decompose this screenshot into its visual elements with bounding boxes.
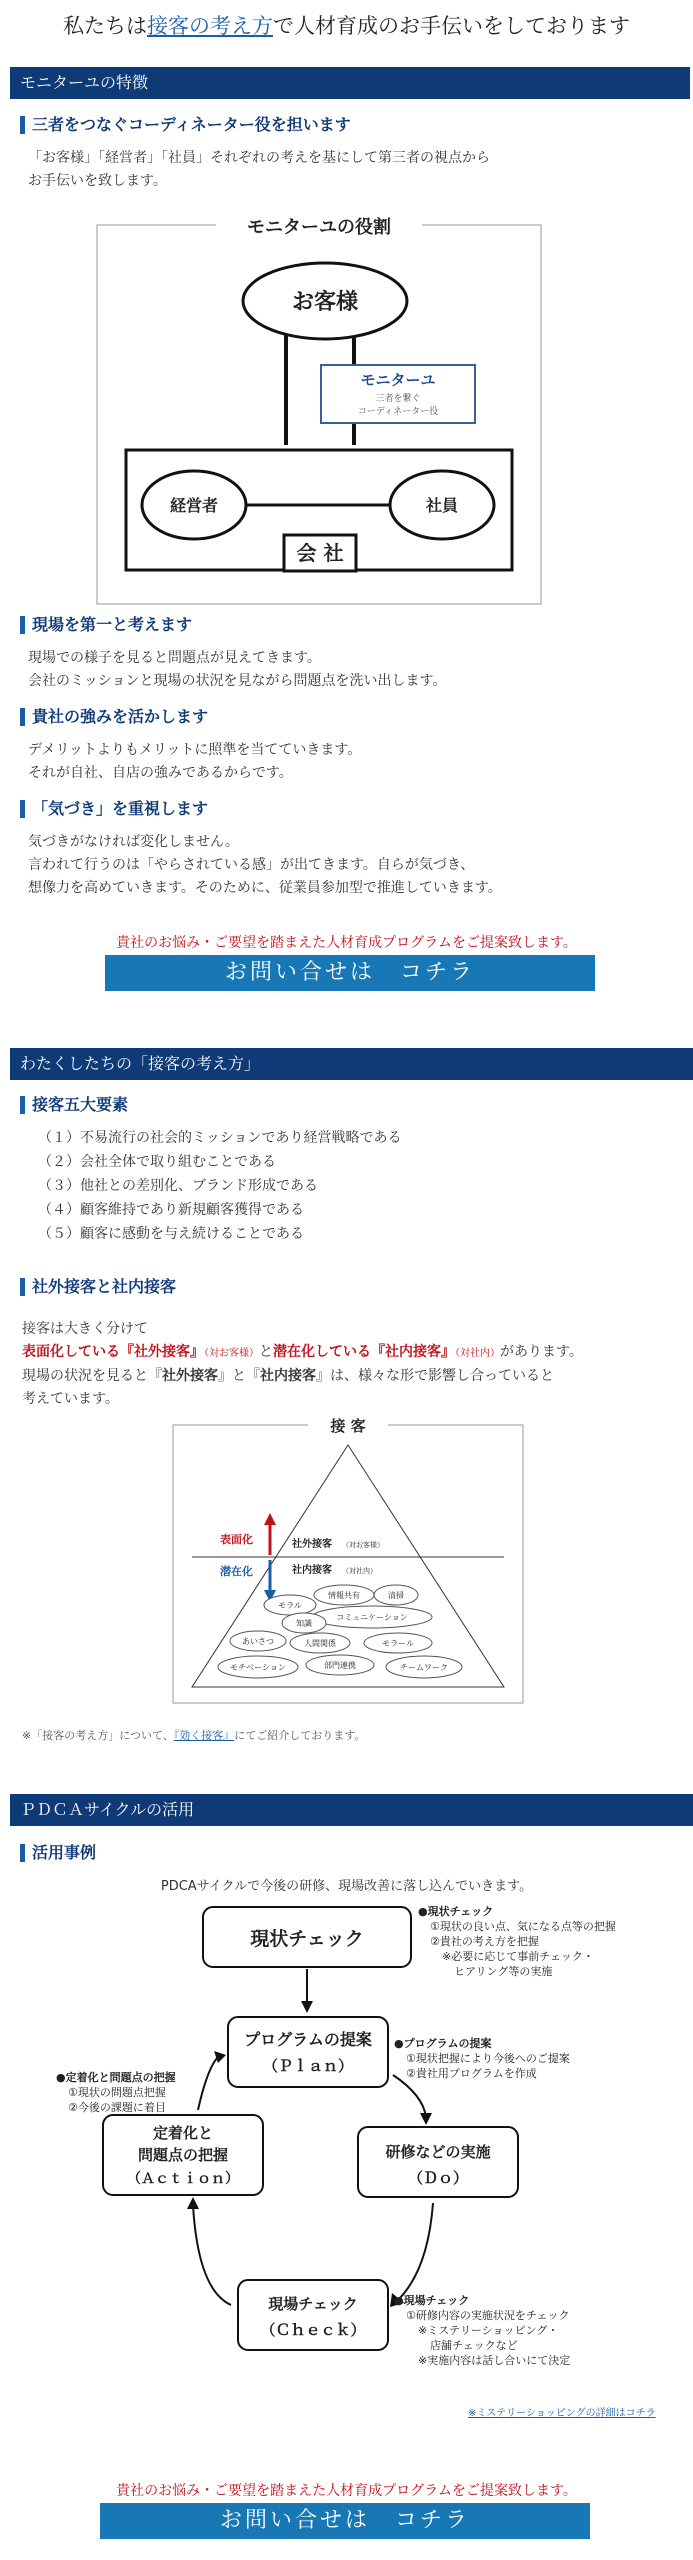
- note-now-1: ①現状の良い点、気になる点等の把握: [430, 1920, 616, 1933]
- text-bold: 社内接客: [260, 1368, 316, 1384]
- text-line: 考えています。: [22, 1391, 119, 1407]
- text-outer-inner: [22, 1318, 583, 1411]
- inner-service-sub: （対社内）: [455, 1348, 500, 1359]
- proposal-note-2: 貴社のお悩み・ご要望を踏まえた人材育成プログラムをご提案致します。: [116, 2483, 577, 2499]
- heading-awareness: 「気づき」を重視します: [20, 800, 208, 818]
- outer-service-sub: （対お客様）: [204, 1348, 259, 1359]
- monitor-sub1: 三者を繋ぐ: [375, 394, 421, 404]
- title-link[interactable]: 接客の考え方: [147, 14, 273, 38]
- arrow-action-plan: [198, 2055, 220, 2110]
- company-label: 会 社: [296, 541, 344, 565]
- note-check-1: ①研修内容の実施状況をチェック: [406, 2309, 570, 2322]
- text-and: と: [259, 1344, 273, 1360]
- word-teamwork: チームワーク: [400, 1663, 448, 1672]
- heading-five-elements: 接客五大要素: [20, 1096, 128, 1114]
- action-label2: 問題点の把握: [137, 2146, 229, 2164]
- proposal-note: 貴社のお悩み・ご要望を踏まえた人材育成プログラムをご提案致します。: [116, 935, 577, 951]
- note-check-3: 店舗チェックなど: [430, 2339, 518, 2352]
- title-pre: 私たちは: [63, 14, 147, 38]
- heading-field-first: 現場を第一と考えます: [20, 616, 192, 634]
- pdca-intro: PDCAサイクルで今後の研修、現場改善に落し込んでいきます。: [160, 1879, 533, 1894]
- text-line: [22, 1365, 583, 1388]
- note-now-title: ●現状チェック: [418, 1905, 494, 1918]
- action-label1: 定着化と: [152, 2124, 214, 2142]
- note-plan-1: ①現状把握により今後へのご提案: [406, 2052, 570, 2065]
- do-label: 研修などの実施: [385, 2143, 491, 2161]
- text-seg: 』と『: [218, 1368, 260, 1384]
- list-item: （５）顧客に感動を与え続けることである: [38, 1226, 304, 1242]
- text-line-colored: [22, 1341, 583, 1365]
- word-info-sharing: 情報共有: [328, 1591, 360, 1600]
- inner-label: 社内接客: [292, 1565, 332, 1576]
- inner-sub: （対社内）: [342, 1567, 377, 1575]
- text-line: それが自社、自店の強みであるからです。: [28, 765, 293, 781]
- text-tail: があります。: [500, 1344, 583, 1360]
- effective-service-link[interactable]: 『効く接客』: [173, 1729, 235, 1742]
- footnote-pre: ※「接客の考え方」について、: [22, 1729, 174, 1742]
- text-bold: 社外接客: [162, 1368, 218, 1384]
- do-sub: （Ｄｏ）: [407, 2169, 469, 2187]
- latent-label: 潜在化: [220, 1565, 253, 1578]
- note-check-title: ●現場チェック: [394, 2294, 470, 2307]
- text-line: お手伝いを致します。: [28, 173, 167, 189]
- note-check-2: ※ミステリーショッピング・: [418, 2324, 559, 2337]
- list-item: （４）顧客維持であり新規顧客獲得である: [38, 1202, 304, 1218]
- note-now-3: ※必要に応じて事前チェック・: [442, 1950, 594, 1963]
- heading-strengths: 貴社の強みを活かします: [20, 708, 208, 726]
- plan-box: [228, 2017, 388, 2087]
- word-knowledge: 知識: [296, 1619, 312, 1628]
- pyramid-title: 接 客: [330, 1417, 366, 1435]
- text-line: デメリットよりもメリットに照準を当てていきます。: [28, 742, 362, 758]
- section-bar-pdca: ＰＤＣＡサイクルの活用: [10, 1794, 693, 1826]
- customer-label: お客様: [291, 290, 359, 315]
- title-post: で人材育成のお手伝いをしております: [273, 14, 630, 38]
- check-box: [238, 2280, 388, 2350]
- note-act-1: ①現状の問題点把握: [68, 2086, 166, 2099]
- arrow-plan-do: [393, 2075, 426, 2117]
- action-sub: （Ａｃｔｉｏｎ）: [127, 2171, 239, 2187]
- list-item: （２）会社全体で取り組むことである: [38, 1154, 276, 1170]
- text-field-first: [28, 647, 446, 693]
- monitor-sub2: コーディネーター役: [357, 407, 439, 417]
- note-act-title: ●定着化と問題点の把握: [56, 2071, 176, 2084]
- philosophy-footnote: [22, 1727, 365, 1743]
- word-relations: 人間関係: [304, 1639, 336, 1648]
- text-seg: 現場の状況を見ると『: [22, 1368, 162, 1384]
- plan-sub: （Ｐｌａｎ）: [262, 2057, 354, 2075]
- outer-sub: （対お客様）: [342, 1541, 384, 1549]
- word-dept-coop: 部門連携: [324, 1661, 356, 1670]
- mystery-shopping-link[interactable]: [468, 2404, 656, 2419]
- inner-service-label: 潜在化している『社内接客』: [273, 1344, 455, 1360]
- arrow-do-check: [398, 2203, 433, 2300]
- text-coordinator: [28, 147, 490, 193]
- section-bar-features: モニターユの特徴: [10, 67, 690, 99]
- role-title: モニターユの役割: [247, 217, 391, 238]
- manager-label: 経営者: [169, 496, 219, 515]
- role-diagram-svg: [96, 215, 542, 605]
- heading-case: 活用事例: [20, 1844, 96, 1862]
- section-bar-philosophy: わたくしたちの「接客の考え方」: [10, 1048, 693, 1080]
- text-line: 気づきがなければ変化しません。: [28, 834, 239, 850]
- check-label: 現場チェック: [268, 2295, 358, 2313]
- word-morale: モラール: [382, 1639, 414, 1648]
- outer-label: 社外接客: [292, 1539, 332, 1550]
- employee-label: 社員: [425, 496, 459, 515]
- mystery-shopping-link-text[interactable]: ※ミステリーショッピングの詳細はコチラ: [468, 2408, 656, 2419]
- word-motivation: モチベーション: [230, 1663, 286, 1672]
- page-title: [0, 10, 693, 40]
- note-plan-title: ●プログラムの提案: [394, 2037, 492, 2050]
- plan-label: プログラムの提案: [244, 2030, 372, 2049]
- list-item: （１）不易流行の社会的ミッションであり経営戦略である: [38, 1130, 402, 1146]
- text-line: 会社のミッションと現場の状況を見ながら問題点を洗い出します。: [28, 673, 447, 689]
- note-now-2: ②貴社の考え方を把握: [430, 1935, 539, 1948]
- note-check-4: ※実施内容は話し合いにて決定: [418, 2354, 571, 2367]
- arrow-check-action: [193, 2205, 231, 2305]
- text-line: 現場での様子を見ると問題点が見えてきます。: [28, 650, 321, 666]
- outer-service-label: 表面化している『社外接客』: [22, 1344, 204, 1360]
- note-now-4: ヒアリング等の実施: [454, 1965, 553, 1978]
- text-line: 接客は大きく分けて: [22, 1321, 148, 1337]
- now-label: 現状チェック: [250, 1928, 364, 1950]
- surface-arrow-head: [264, 1513, 276, 1525]
- note-plan-2: ②貴社用プログラムを作成: [406, 2067, 537, 2080]
- text-seg: 』は、様々な形で影響し合っていると: [316, 1368, 554, 1384]
- arrow-plan-do-head: [420, 2113, 432, 2125]
- pdca-diagram: [48, 1905, 688, 2380]
- five-elements-list: [38, 1126, 401, 1246]
- footnote-post: にてご紹介しております。: [234, 1729, 366, 1742]
- now-arrow-head: [301, 2001, 313, 2013]
- text-line: 言われて行うのは「やらされている感」が出てきます。自らが気づき、: [28, 857, 475, 873]
- check-sub: （Ｃｈｅｃｋ）: [260, 2321, 366, 2339]
- text-awareness: [28, 831, 502, 900]
- word-communication: コミュニケーション: [336, 1613, 408, 1622]
- note-act-2: ②今後の課題に着目: [68, 2101, 166, 2114]
- text-line: 「お客様」「経営者」「社員」それぞれの考えを基にして第三者の視点から: [28, 150, 490, 166]
- monitor-label: モニターユ: [360, 371, 436, 389]
- word-greeting: あいさつ: [242, 1637, 274, 1646]
- heading-outer-inner: 社外接客と社内接客: [20, 1278, 176, 1296]
- contact-button-2[interactable]: お問い合せは コチラ: [100, 2503, 590, 2539]
- word-cleaning: 清掃: [388, 1591, 404, 1600]
- word-morals: モラル: [278, 1601, 302, 1610]
- surface-label: 表面化: [220, 1533, 253, 1546]
- heading-coordinator: 三者をつなぐコーディネーター役を担います: [20, 116, 351, 134]
- text-line: 想像力を高めていきます。そのために、従業員参加型で推進していきます。: [28, 880, 502, 896]
- list-item: （３）他社との差別化、ブランド形成である: [38, 1178, 318, 1194]
- text-strengths: [28, 739, 361, 785]
- pyramid-diagram: [172, 1415, 524, 1705]
- arrow-check-action-head: [187, 2197, 199, 2209]
- contact-button[interactable]: お問い合せは コチラ: [105, 955, 595, 991]
